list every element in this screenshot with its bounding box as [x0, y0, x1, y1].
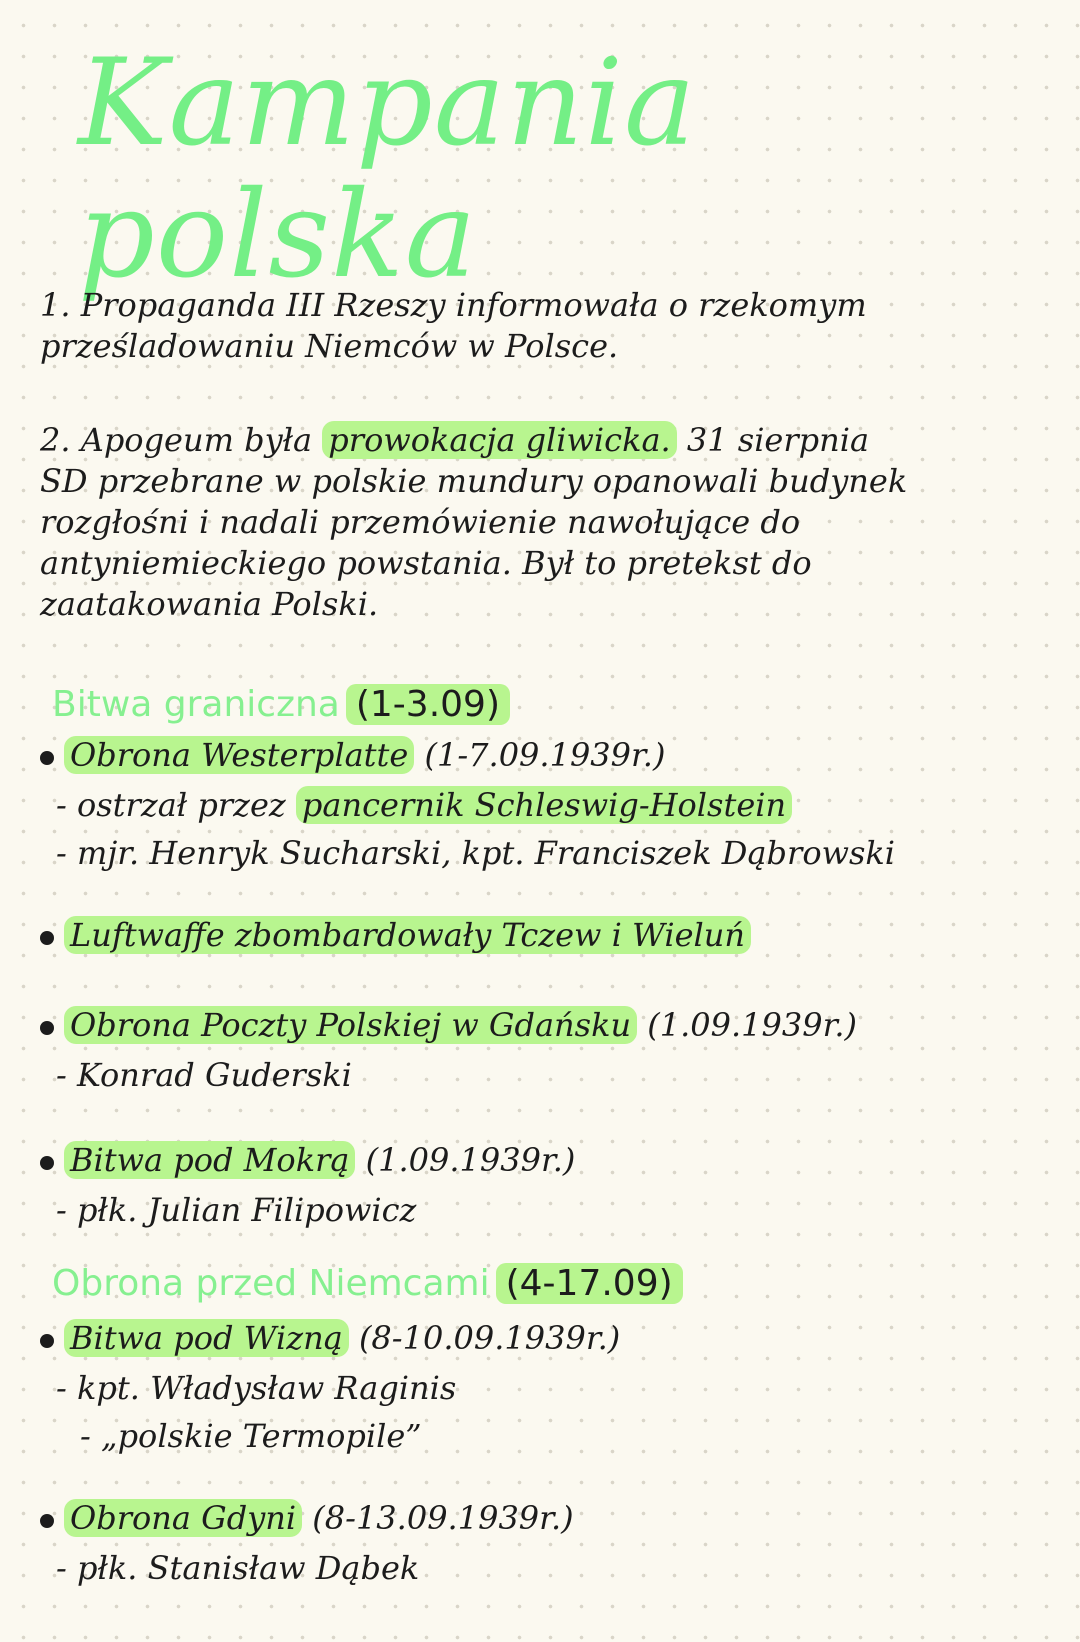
bullet-item [40, 1498, 574, 1538]
intro-paragraph-1 [40, 285, 1040, 367]
section-dates: (1-3.09) [346, 684, 510, 725]
sub-item: - kpt. Władysław Raginis [56, 1369, 457, 1407]
sub-item [40, 785, 792, 825]
item-dates: (8-13.09.1939r.) [312, 1499, 574, 1537]
item-title: Obrona Gdyni [64, 1499, 302, 1537]
section-title: Bitwa graniczna [52, 684, 340, 725]
intro-p2-prefix: 2. Apogeum była [40, 421, 313, 459]
intro-p2-after: 31 sierpnia [686, 421, 870, 459]
section-heading [52, 683, 510, 727]
sub-item-prefix: - ostrzał przez [56, 786, 286, 824]
item-title: Obrona Westerplatte [64, 736, 414, 774]
section-dates: (4-17.09) [496, 1263, 683, 1304]
intro-p2-line-5: zaatakowania Polski. [40, 585, 379, 623]
sub-item: - Konrad Guderski [56, 1056, 352, 1094]
intro-p2-line-3: rozgłośni i nadali przemówienie nawołujące do [40, 503, 801, 541]
intro-p1-line-2: prześladowaniu Niemców w Polsce. [40, 327, 619, 365]
bullet-icon [40, 1334, 54, 1348]
item-title: Bitwa pod Wizną [64, 1319, 349, 1357]
bullet-item [40, 1005, 857, 1045]
bullet-item [40, 1318, 620, 1358]
item-title: Bitwa pod Mokrą [64, 1141, 355, 1179]
sub-item: - „polskie Termopile” [80, 1417, 422, 1455]
intro-p2-highlight: prowokacja gliwicka. [322, 421, 676, 459]
intro-p2-line-1 [40, 420, 1040, 461]
bullet-item [40, 915, 751, 955]
bullet-icon [40, 1514, 54, 1528]
item-title: Obrona Poczty Polskiej w Gdańsku [64, 1006, 637, 1044]
section-heading [52, 1262, 683, 1306]
item-dates: (1.09.1939r.) [647, 1006, 858, 1044]
bullet-icon [40, 931, 54, 945]
sub-item: - płk. Julian Filipowicz [56, 1191, 417, 1229]
item-dates: (1.09.1939r.) [365, 1141, 576, 1179]
bullet-icon [40, 751, 54, 765]
sub-item-highlight: pancernik Schleswig-Holstein [296, 786, 792, 824]
intro-p2-line-4: antyniemieckiego powstania. Był to pretekst do [40, 544, 812, 582]
item-dates: (1-7.09.1939r.) [424, 736, 666, 774]
bullet-item [40, 735, 665, 775]
bullet-icon [40, 1156, 54, 1170]
bullet-icon [40, 1021, 54, 1035]
item-dates: (8-10.09.1939r.) [358, 1319, 621, 1357]
page-title: Kampania polska [78, 34, 697, 305]
intro-paragraph-2 [40, 420, 1040, 625]
sub-item: - płk. Stanisław Dąbek [56, 1549, 420, 1587]
intro-p1-line-1: 1. Propaganda III Rzeszy informowała o rzekomym [40, 286, 867, 324]
section-title: Obrona przed Niemcami [52, 1263, 490, 1304]
item-title: Luftwaffe zbombardowały Tczew i Wieluń [64, 916, 751, 954]
intro-p2-line-2: SD przebrane w polskie mundury opanowali budynek [40, 462, 908, 500]
sub-item: - mjr. Henryk Sucharski, kpt. Franciszek Dąbrowski [56, 834, 896, 872]
bullet-item [40, 1140, 575, 1180]
